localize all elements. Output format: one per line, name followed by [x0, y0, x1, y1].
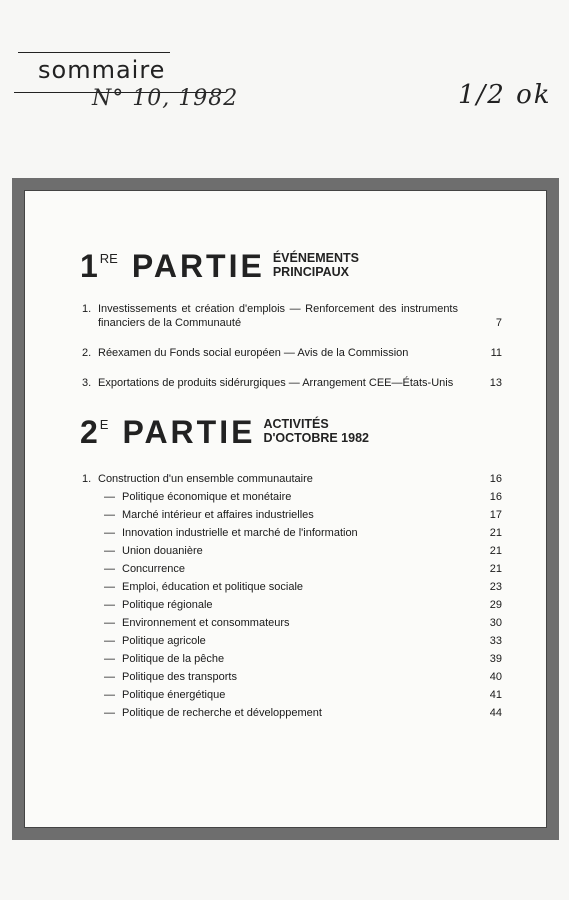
item-text: Innovation industrielle et marché de l'information [122, 527, 358, 539]
item-page: 11 [490, 347, 502, 359]
item-page: 44 [489, 707, 502, 719]
item-number: 1. [82, 303, 92, 315]
item-page: 41 [489, 689, 502, 701]
dash-marker: — [104, 527, 115, 539]
list-item [82, 614, 502, 632]
item-page: 33 [489, 635, 502, 647]
item-text: Marché intérieur et affaires industrielles [122, 509, 314, 521]
item-text: Investissements et création d'emplois — Renforcement des instruments financiers de la Communauté [98, 303, 458, 329]
item-page: 29 [489, 599, 502, 611]
handwritten-note: 1/2 ok [458, 80, 552, 110]
item-number: 2. [82, 347, 92, 359]
list-item [82, 524, 502, 542]
item-page: 30 [489, 617, 502, 629]
item-text: Politique économique et monétaire [122, 491, 292, 503]
item-text: Concurrence [122, 563, 185, 575]
part1-subtitle-line1: ÉVÉNEMENTS [272, 251, 359, 265]
part2-subtitle-line1: ACTIVITÉS [263, 417, 329, 431]
dash-marker: — [104, 563, 115, 575]
list-item [82, 578, 502, 596]
dash-marker: — [104, 635, 115, 647]
list-item [82, 302, 502, 330]
part1-subtitle [273, 251, 359, 279]
list-item [82, 668, 502, 686]
item-page: 17 [489, 509, 502, 521]
item-text: Construction d'un ensemble communautaire [98, 473, 313, 485]
list-item [82, 632, 502, 650]
item-page: 21 [489, 563, 502, 575]
page-title: sommaire [38, 56, 166, 84]
dash-marker: — [104, 671, 115, 683]
dash-marker: — [104, 491, 115, 503]
item-page: 21 [489, 545, 502, 557]
item-text: Emploi, éducation et politique sociale [122, 581, 304, 593]
dash-marker: — [104, 689, 115, 701]
item-text: Union douanière [122, 545, 203, 557]
list-item [82, 686, 502, 704]
list-item [82, 506, 502, 524]
list-item [82, 650, 502, 668]
list-item [82, 560, 502, 578]
part2-number: 2 [80, 414, 98, 450]
contents-frame [12, 178, 559, 840]
item-page: 21 [489, 527, 502, 539]
list-item [82, 470, 502, 488]
item-text: Politique énergétique [122, 689, 226, 701]
part2-subtitle [263, 417, 369, 445]
list-item [82, 596, 502, 614]
item-text: Politique régionale [122, 599, 213, 611]
dash-marker: — [104, 653, 115, 665]
item-page: 13 [489, 377, 502, 389]
part2-subtitle-line2: D'OCTOBRE 1982 [263, 431, 369, 445]
part1-number: 1 [80, 248, 98, 284]
item-page: 23 [489, 581, 502, 593]
item-number: 3. [82, 377, 92, 389]
part1-list [82, 302, 502, 400]
part1-subtitle-line2: PRINCIPAUX [272, 265, 349, 279]
item-page: 16 [489, 491, 502, 503]
part2-list [82, 470, 502, 722]
list-item [82, 346, 502, 360]
list-item [82, 704, 502, 722]
item-text: Réexamen du Fonds social européen — Avis de la Commission [98, 347, 409, 359]
item-number: 1. [82, 473, 92, 485]
part2-heading [80, 416, 369, 448]
part1-superscript: RE [99, 251, 118, 266]
list-item [82, 542, 502, 560]
header-rule-top [18, 52, 170, 53]
list-item [82, 376, 502, 390]
item-text: Politique de recherche et développement [122, 707, 322, 719]
handwritten-date: N° 10, 1982 [92, 86, 239, 111]
item-page: 39 [489, 653, 502, 665]
part1-word: PARTIE [131, 248, 265, 284]
item-page: 16 [489, 473, 502, 485]
part1-heading [80, 250, 359, 282]
dash-marker: — [104, 599, 115, 611]
dash-marker: — [104, 581, 115, 593]
item-text: Exportations de produits sidérurgiques — Arrangement CEE—États-Unis [98, 377, 454, 389]
item-page: 40 [489, 671, 502, 683]
dash-marker: — [104, 545, 115, 557]
item-page: 7 [495, 317, 502, 329]
item-text: Politique des transports [122, 671, 237, 683]
list-item [82, 488, 502, 506]
part2-word: PARTIE [122, 414, 256, 450]
dash-marker: — [104, 509, 115, 521]
item-text: Politique agricole [122, 635, 206, 647]
dash-marker: — [104, 617, 115, 629]
item-text: Politique de la pêche [122, 653, 225, 665]
part2-superscript: E [99, 417, 109, 432]
dash-marker: — [104, 707, 115, 719]
item-text: Environnement et consommateurs [122, 617, 290, 629]
